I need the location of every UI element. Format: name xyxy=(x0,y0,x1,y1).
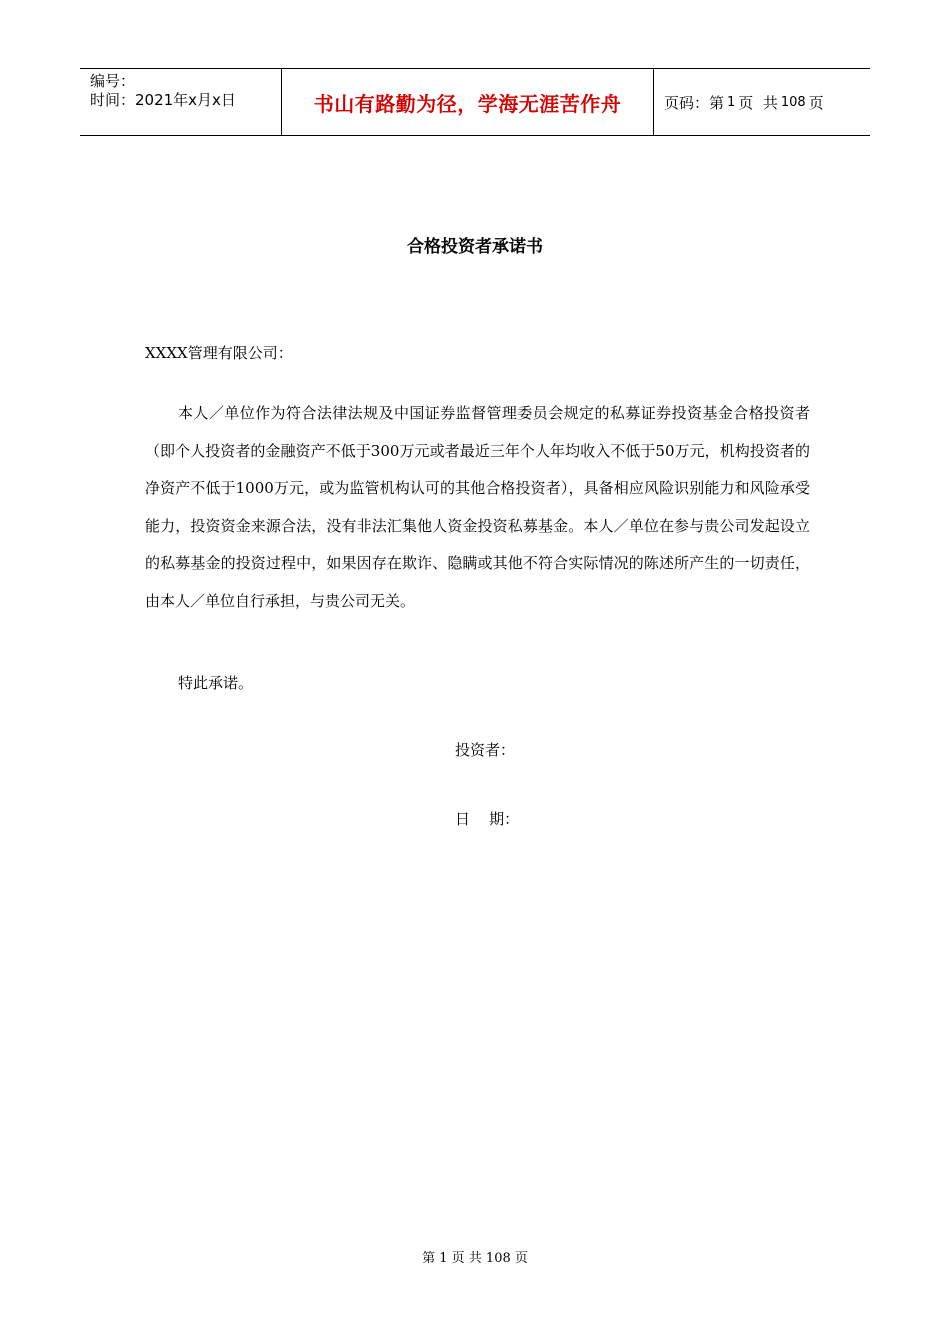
investor-signature-label: 投资者： xyxy=(455,741,516,759)
page-footer: 第 1 页 共 108 页 xyxy=(422,1251,528,1266)
date-label: 日 期： xyxy=(455,810,520,828)
closing-statement: 特此承诺。 xyxy=(178,674,254,692)
header-meta-cell xyxy=(80,69,281,135)
page-current: 1 xyxy=(727,94,736,110)
header-page-info xyxy=(654,69,870,135)
document-time-label: 时间：2021年x月x日 xyxy=(90,91,236,109)
page-mid: 页 共 xyxy=(738,93,778,112)
body-paragraph: 本人／单位作为符合法律法规及中国证券监督管理委员会规定的私募证券投资基金合格投资者（即个人投资者的金融资产不低于300万元或者最近三年个人年均收入不低于50万元，机构投资者的净资产不低于1000万元，或为监管机构认可的其他合格投资者），具备相应风险识别能力和风险承受能力，投资资金来源合法，没有非法汇集他人资金投资私募基金。本人／单位在参与贵公司发起设立的私募基金的投资过程中，如果因存在欺诈、隐瞒或其他不符合实际情况的陈述所产生的一切责任，由本人／单位自行承担，与贵公司无关。 xyxy=(145,404,810,610)
addressee: XXXX管理有限公司： xyxy=(145,344,293,362)
document-number-label: 编号： xyxy=(90,72,136,90)
document-title: 合格投资者承诺书 xyxy=(407,237,543,257)
header-table xyxy=(80,68,870,136)
page-suffix: 页 xyxy=(808,93,824,112)
page-prefix: 页码：第 xyxy=(664,93,725,112)
page-total: 108 xyxy=(780,94,806,110)
header-motto: 书山有路勤为径，学海无涯苦作舟 xyxy=(281,69,654,135)
